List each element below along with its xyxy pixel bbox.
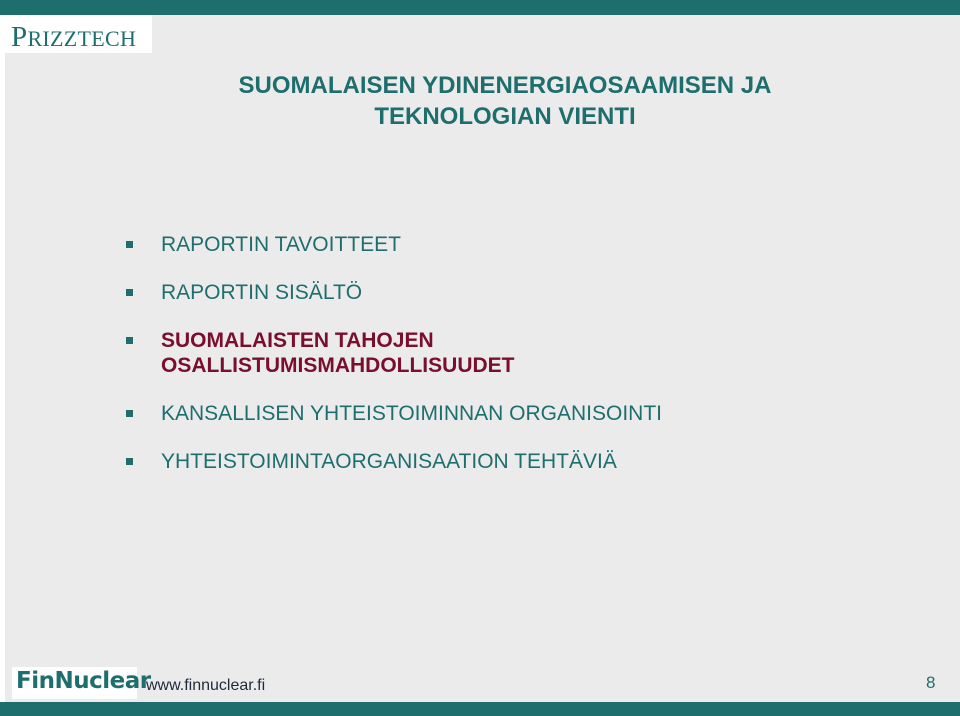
- agenda-item-label: RAPORTIN SISÄLTÖ: [161, 281, 363, 304]
- agenda-item-current: [124, 328, 662, 378]
- logo-rest-a: RIZZ: [27, 26, 78, 51]
- finnuclear-logo-text: FinNuclear: [16, 668, 151, 694]
- slide-title: [100, 70, 910, 132]
- title-line-1: SUOMALAISEN YDINENERGIAOSAAMISEN JA: [238, 72, 772, 99]
- finnuclear-logo: [12, 667, 151, 699]
- agenda-list: [124, 232, 662, 497]
- bottom-bar: [0, 702, 960, 716]
- prizztech-logo: [5, 15, 152, 53]
- square-bullet-icon: [126, 289, 133, 296]
- agenda-item-label: SUOMALAISTEN TAHOJEN OSALLISTUMISMAHDOLLISUUDET: [161, 329, 515, 377]
- agenda-item: [124, 232, 662, 257]
- square-bullet-icon: [126, 410, 133, 417]
- website-link[interactable]: www.finnuclear.fi: [146, 677, 266, 694]
- agenda-item-label: KANSALLISEN YHTEISTOIMINNAN ORGANISOINTI: [161, 402, 662, 425]
- agenda-item: [124, 449, 662, 474]
- title-line-2: TEKNOLOGIAN VIENTI: [374, 103, 636, 130]
- top-bar: [0, 0, 960, 15]
- left-edge: [0, 15, 5, 702]
- square-bullet-icon: [126, 337, 133, 344]
- page-number: 8: [926, 673, 936, 692]
- agenda-item-label: YHTEISTOIMINTAORGANISAATION TEHTÄVIÄ: [161, 450, 617, 473]
- agenda-item: [124, 401, 662, 426]
- square-bullet-icon: [126, 241, 133, 248]
- logo-initial: P: [11, 21, 28, 53]
- agenda-item: [124, 280, 662, 305]
- logo-rest-b: TECH: [77, 26, 137, 51]
- square-bullet-icon: [126, 458, 133, 465]
- agenda-item-label: RAPORTIN TAVOITTEET: [161, 233, 401, 256]
